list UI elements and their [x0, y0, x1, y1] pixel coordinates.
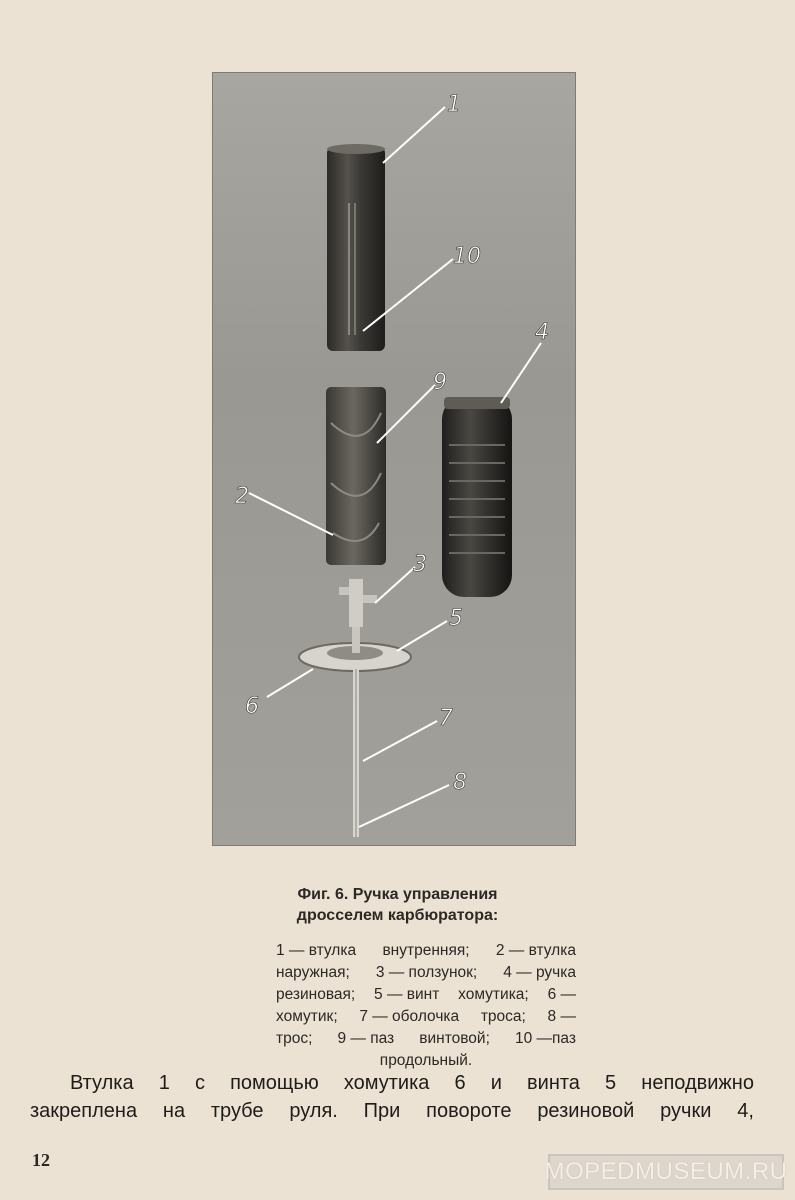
body-word: трубе — [210, 1100, 264, 1122]
figure-illustration — [213, 73, 575, 845]
callout-1: 1 — [447, 92, 461, 117]
body-word: Втулка — [70, 1072, 134, 1094]
body-word: закреплена — [30, 1100, 138, 1122]
figure-photo — [212, 72, 576, 846]
legend-row — [276, 1028, 576, 1050]
callout-4: 4 — [535, 320, 549, 345]
callout-5: 5 — [449, 606, 463, 631]
legend-word: продольный. — [379, 1052, 473, 1069]
legend-word: троса; — [480, 1008, 526, 1025]
legend-word: трос; — [276, 1030, 313, 1047]
figure-caption-title: Фиг. 6. Ручка управления — [297, 886, 498, 903]
body-word: При — [363, 1100, 401, 1122]
body-word: винта — [527, 1072, 580, 1094]
legend-row — [276, 1050, 576, 1072]
legend-word: 5 — винт — [374, 986, 440, 1003]
figure-caption-subtitle: дросселем карбюратора: — [296, 907, 499, 924]
callout-2: 2 — [235, 484, 249, 509]
body-word: 6 — [454, 1072, 466, 1094]
legend-row — [276, 984, 576, 1006]
callout-3: 3 — [413, 552, 427, 577]
body-word: резиновой — [537, 1100, 635, 1122]
legend-word: 8 — — [547, 1008, 576, 1025]
callout-10: 10 — [453, 244, 481, 269]
slider-clamp-cable-part — [299, 579, 411, 837]
legend-row — [276, 940, 576, 962]
rubber-grip-part — [442, 397, 512, 597]
legend-word: винтовой; — [419, 1030, 490, 1047]
body-word: 5 — [605, 1072, 617, 1094]
watermark: MOPEDMUSEUM.RU — [548, 1154, 784, 1190]
legend-word: 2 — втулка — [495, 942, 576, 959]
body-text-line — [30, 1070, 754, 1096]
legend-word: 9 — паз — [337, 1030, 395, 1047]
body-word: неподвижно — [641, 1072, 754, 1094]
callout-7: 7 — [439, 706, 453, 731]
body-word: и — [490, 1072, 502, 1094]
body-word: на — [162, 1100, 186, 1122]
legend-word: 3 — ползунок; — [375, 964, 478, 981]
legend-word: 7 — оболочка — [359, 1008, 460, 1025]
callout-6: 6 — [245, 694, 259, 719]
legend-row — [276, 1006, 576, 1028]
body-word: ручки — [660, 1100, 712, 1122]
figure-legend — [276, 940, 576, 1072]
legend-word: наружная; — [276, 964, 350, 981]
outer-sleeve-part — [326, 387, 386, 565]
legend-word: внутренняя; — [382, 942, 470, 959]
legend-word: резиновая; — [276, 986, 356, 1003]
legend-word: 6 — — [547, 986, 576, 1003]
legend-word: хомутика; — [458, 986, 529, 1003]
body-word: с — [194, 1072, 205, 1094]
body-text-line — [30, 1098, 754, 1124]
legend-word: 4 — ручка — [503, 964, 576, 981]
body-word: 4, — [737, 1100, 754, 1122]
page-number: 12 — [32, 1150, 50, 1170]
legend-word: хомутик; — [276, 1008, 338, 1025]
legend-word: 10 —паз — [514, 1030, 576, 1047]
body-word: руля. — [289, 1100, 338, 1122]
callout-9: 9 — [433, 370, 447, 395]
body-word: хомутика — [343, 1072, 430, 1094]
legend-word: 1 — втулка — [276, 942, 357, 959]
body-word: повороте — [426, 1100, 512, 1122]
legend-row — [276, 962, 576, 984]
body-word: 1 — [158, 1072, 170, 1094]
callout-8: 8 — [453, 770, 467, 795]
body-word: помощью — [230, 1072, 319, 1094]
